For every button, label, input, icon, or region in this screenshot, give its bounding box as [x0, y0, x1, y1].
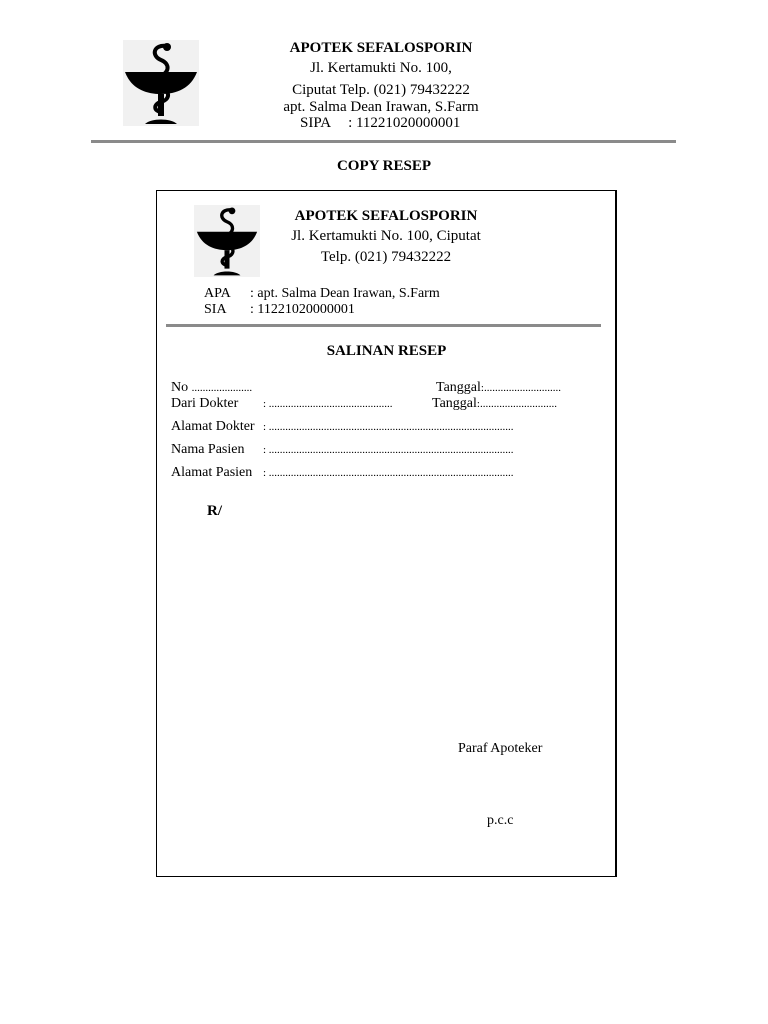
dari-dokter-label: Dari Dokter — [171, 396, 239, 411]
field-alamat-pasien — [171, 465, 514, 481]
card-logo — [194, 205, 260, 277]
sipa-value: : 11221020000001 — [348, 115, 461, 131]
card-pharmacy-name: APOTEK SEFALOSPORIN — [294, 208, 478, 224]
apa-value: : apt. Salma Dean Irawan, S.Farm — [250, 286, 440, 301]
no-label: No — [171, 380, 189, 395]
pharmacy-logo — [123, 40, 199, 126]
document-title: COPY RESEP — [336, 158, 432, 174]
card-phone: Telp. (021) 79432222 — [320, 249, 452, 265]
dari-dokter-dots: : ............................................. — [263, 398, 393, 410]
card-sia — [204, 302, 355, 318]
sipa-label: SIPA — [300, 115, 331, 131]
sia-label: SIA — [204, 302, 227, 317]
nama-pasien-label: Nama Pasien — [171, 442, 245, 457]
card-title: SALINAN RESEP — [326, 343, 447, 359]
tanggal-1-label: Tanggal — [436, 380, 481, 395]
card-apa — [204, 286, 440, 302]
letterhead-divider — [91, 140, 676, 143]
nama-pasien-dots: : ......................................................................................... — [263, 444, 514, 456]
no-dots: ...................... — [191, 382, 253, 394]
field-tanggal-1 — [436, 380, 561, 396]
pcc-label: p.c.c — [487, 813, 514, 828]
letterhead-pharmacist: apt. Salma Dean Irawan, S.Farm — [283, 99, 479, 115]
bowl-of-hygieia-icon — [123, 40, 199, 126]
sia-value: : 11221020000001 — [250, 302, 355, 317]
apa-label: APA — [204, 286, 231, 301]
tanggal-2-dots: :............................ — [476, 398, 557, 410]
alamat-dokter-dots: : ......................................................................................... — [263, 421, 514, 433]
field-nama-pasien — [171, 442, 514, 458]
alamat-pasien-label: Alamat Pasien — [171, 465, 253, 480]
field-no — [171, 380, 252, 396]
field-dari-dokter — [171, 396, 393, 412]
card-address: Jl. Kertamukti No. 100, Ciputat — [291, 228, 481, 244]
card-divider — [166, 324, 601, 327]
letterhead-city-phone: Ciputat Telp. (021) 79432222 — [292, 82, 470, 98]
tanggal-1-dots: :............................ — [480, 382, 561, 394]
field-tanggal-2 — [432, 396, 557, 412]
letterhead-sipa — [300, 115, 460, 132]
alamat-pasien-dots: : ......................................................................................... — [263, 467, 514, 479]
bowl-of-hygieia-icon — [194, 205, 260, 277]
alamat-dokter-label: Alamat Dokter — [171, 419, 255, 434]
letterhead-address: Jl. Kertamukti No. 100, — [310, 60, 452, 76]
paraf-apoteker: Paraf Apoteker — [458, 741, 543, 756]
rx-symbol: R/ — [207, 503, 222, 519]
field-alamat-dokter — [171, 419, 514, 435]
tanggal-2-label: Tanggal — [432, 396, 477, 411]
letterhead-name: APOTEK SEFALOSPORIN — [289, 40, 473, 56]
